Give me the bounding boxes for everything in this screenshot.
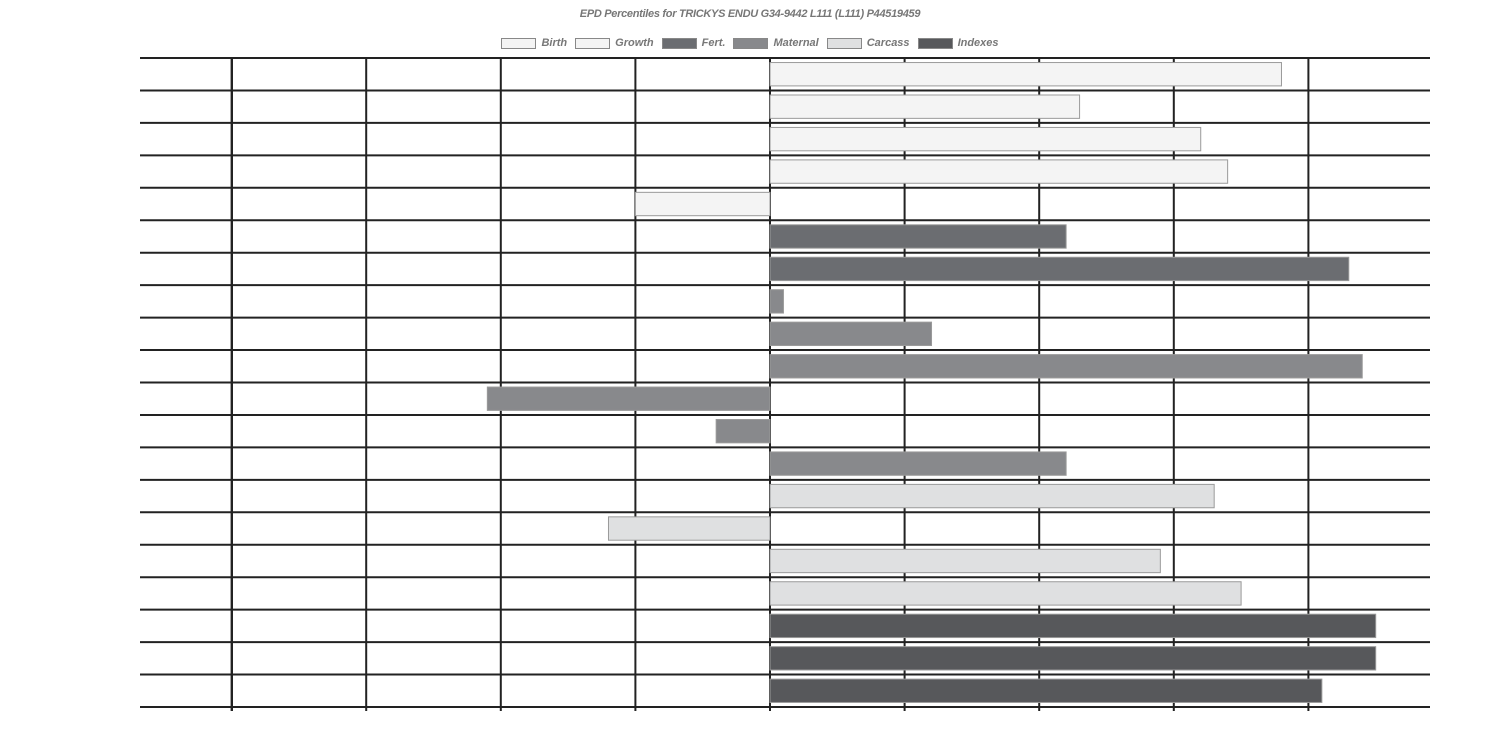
chart-title: EPD Percentiles for TRICKYS ENDU G34-9442 L111 (L111) P44519459	[579, 8, 921, 20]
bar-carcass	[608, 517, 770, 540]
bar-fert	[770, 225, 1066, 248]
bar-indexes	[770, 647, 1376, 670]
bar-carcass	[770, 582, 1241, 605]
bar-fert	[770, 257, 1349, 280]
bar-indexes	[770, 679, 1322, 702]
bar-birth	[770, 63, 1281, 86]
legend-label: Birth	[541, 37, 568, 49]
bar-maternal	[770, 355, 1362, 378]
bar-growth	[770, 127, 1201, 150]
legend-label: Maternal	[773, 37, 819, 49]
legend-label: Indexes	[957, 37, 999, 49]
bar-carcass	[770, 549, 1160, 572]
bar-birth	[770, 95, 1080, 118]
bar-carcass	[770, 484, 1214, 507]
legend-label: Fert.	[701, 37, 726, 49]
bar-maternal	[770, 322, 932, 345]
bar-growth	[635, 192, 770, 215]
legend-label: Growth	[615, 37, 654, 49]
legend-label: Carcass	[866, 37, 910, 49]
bar-maternal	[487, 387, 770, 410]
bar-indexes	[770, 614, 1376, 637]
bar-growth	[770, 160, 1228, 183]
bar-maternal	[770, 452, 1066, 475]
bar-maternal	[716, 419, 770, 442]
bar-maternal	[770, 290, 783, 313]
